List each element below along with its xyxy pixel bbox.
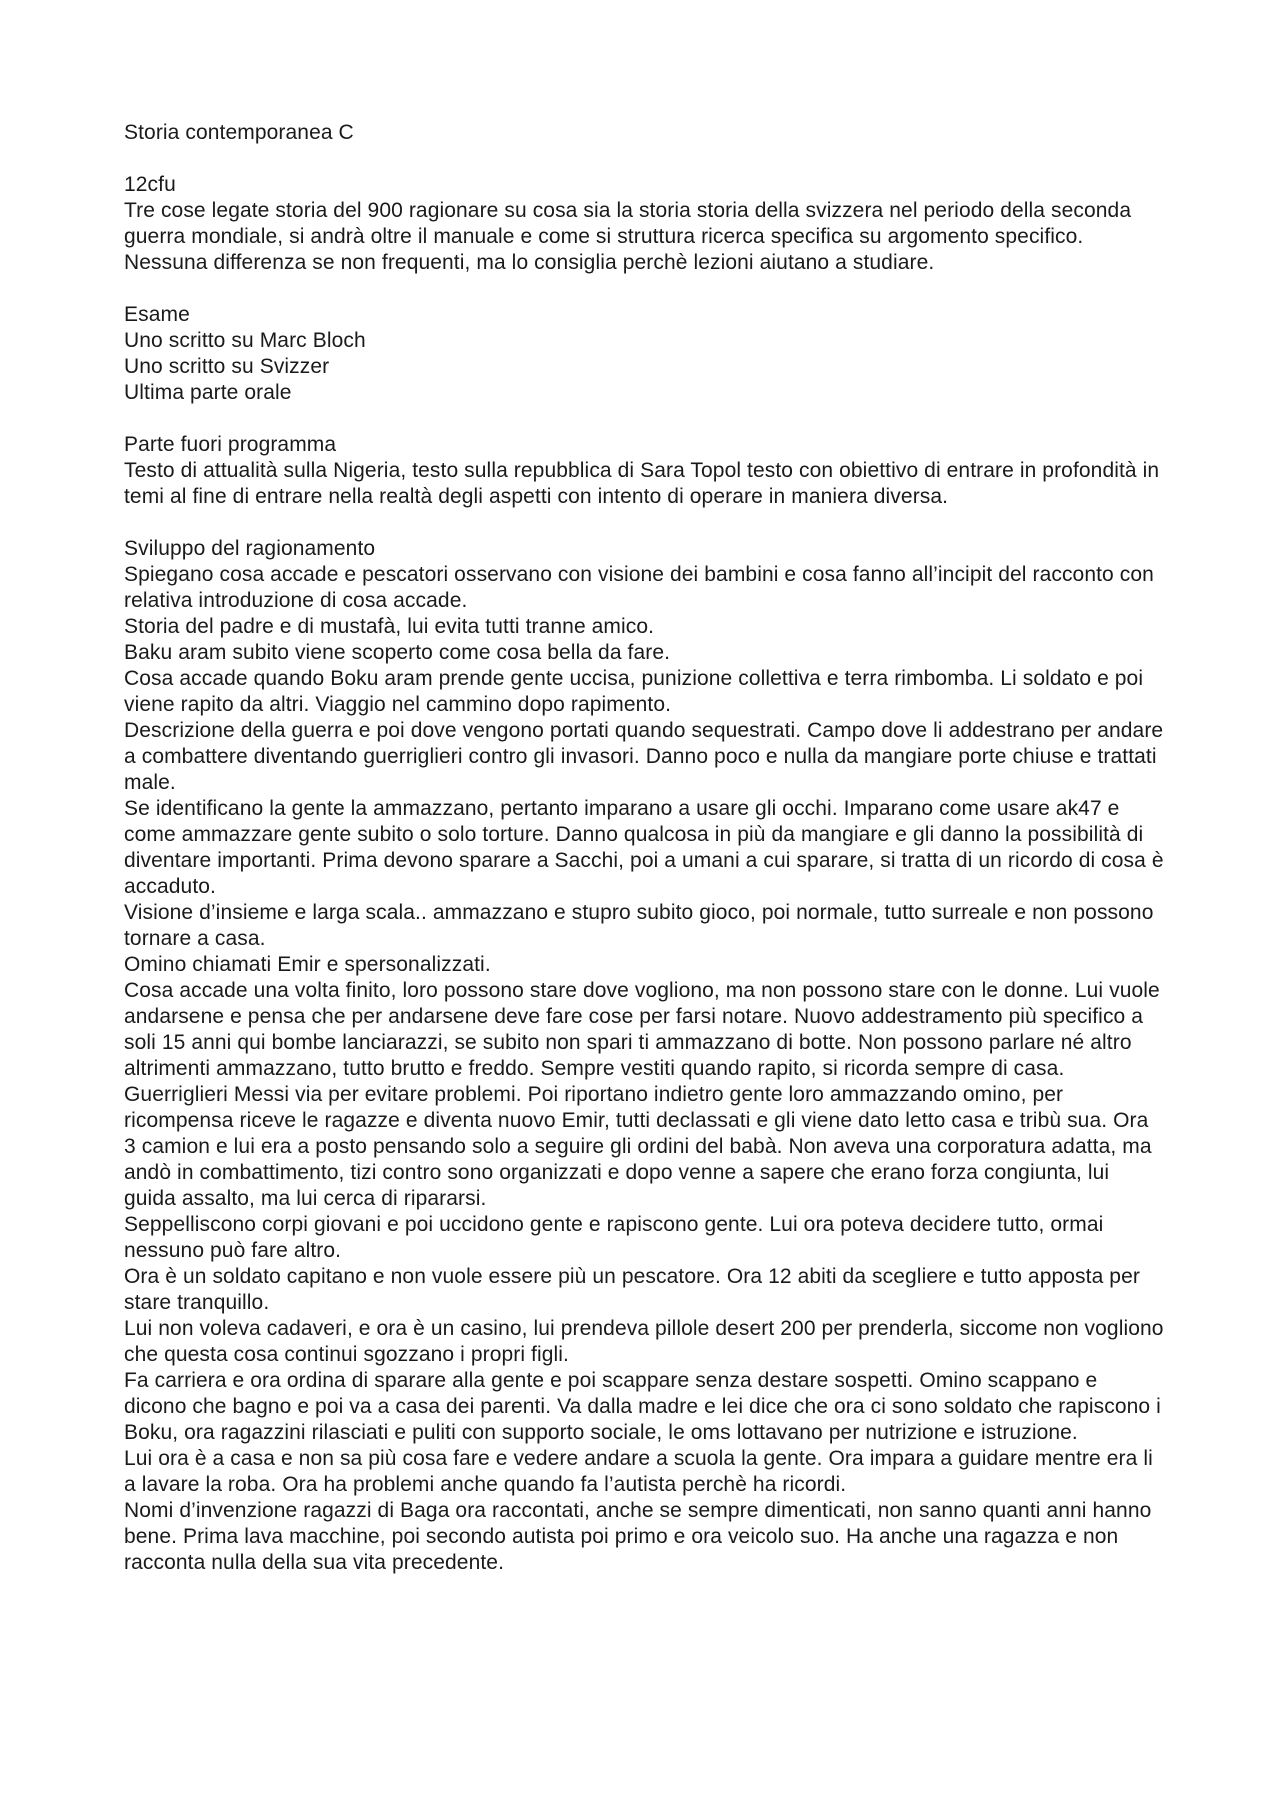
spacer — [124, 276, 1164, 302]
development-paragraph: Baku aram subito viene scoperto come cosa bella da fare. — [124, 641, 671, 664]
exam-item: Uno scritto su Marc Bloch — [124, 329, 366, 352]
exam-item: Ultima parte orale — [124, 381, 292, 404]
spacer — [124, 146, 1164, 172]
extra-heading: Parte fuori programma — [124, 433, 337, 456]
development-paragraph: Spiegano cosa accade e pescatori osservano con visione dei bambini e cosa fanno all’incipit del racconto con relativa introduzione di cosa accade. — [124, 563, 1154, 612]
exam-heading: Esame — [124, 303, 190, 326]
development-paragraph: Descrizione della guerra e poi dove vengono portati quando sequestrati. Campo dove li addestrano per andare a combattere diventando guerriglieri contro gli invasori. Danno poco e nulla da mangiare porte chiuse e trattati male. — [124, 719, 1164, 794]
development-paragraph: Se identificano la gente la ammazzano, pertanto imparano a usare gli occhi. Imparano come usare ak47 e come ammazzare gente subito o solo torture. Danno qualcosa in più da mangiare e gli danno la possibilità di diventare importanti. Prima devono sparare a Sacchi, poi a umani a cui sparare, si tratta di un ricordo di cosa è accaduto. — [124, 797, 1164, 898]
development-paragraph: Visione d’insieme e larga scala.. ammazzano e stupro subito gioco, poi normale, tutto surreale e non possono tornare a casa. — [124, 901, 1154, 950]
development-paragraph: Omino chiamati Emir e spersonalizzati. — [124, 953, 491, 976]
development-paragraph: Storia del padre e di mustafà, lui evita tutti tranne amico. — [124, 615, 655, 638]
development-paragraph: Lui ora è a casa e non sa più cosa fare e vedere andare a scuola la gente. Ora impara a guidare mentre era li a lavare la roba. Ora ha problemi anche quando fa l’autista perchè ha ricordi. — [124, 1447, 1153, 1496]
development-paragraph: Lui non voleva cadaveri, e ora è un casino, lui prendeva pillole desert 200 per prenderla, siccome non vogliono che questa cosa continui sgozzano i propri figli. — [124, 1317, 1164, 1366]
intro-paragraph: Tre cose legate storia del 900 ragionare su cosa sia la storia storia della svizzera nel periodo della seconda guerra mondiale, si andrà oltre il manuale e come si struttura ricerca specifica su argomento specifico. Nessuna differenza se non frequenti, ma lo consiglia perchè lezioni aiutano a studiare. — [124, 199, 1132, 274]
development-paragraph: Cosa accade quando Boku aram prende gente uccisa, punizione collettiva e terra rimbomba. Li soldato e poi viene rapito da altri. Viaggio nel cammino dopo rapimento. — [124, 667, 1144, 716]
development-paragraph: Nomi d’invenzione ragazzi di Baga ora raccontati, anche se sempre dimenticati, non sanno quanti anni hanno bene. Prima lava macchine, poi secondo autista poi primo e ora veicolo suo. Ha anche una ragazza e non racconta nulla della sua vita precedente. — [124, 1499, 1152, 1574]
exam-item: Uno scritto su Svizzer — [124, 355, 330, 378]
credits-line: 12cfu — [124, 173, 176, 196]
development-heading: Sviluppo del ragionamento — [124, 537, 376, 560]
development-paragraph: Seppelliscono corpi giovani e poi uccidono gente e rapiscono gente. Lui ora poteva decidere tutto, ormai nessuno può fare altro. — [124, 1213, 1104, 1262]
spacer — [124, 510, 1164, 536]
development-paragraph: Fa carriera e ora ordina di sparare alla gente e poi scappare senza destare sospetti. Omino scappano e dicono che bagno e poi va a casa dei parenti. Va dalla madre e lei dice che ora ci sono soldato che rapiscono i Boku, ora ragazzini rilasciati e puliti con supporto sociale, le oms lottavano per nutrizione e istruzione. — [124, 1369, 1161, 1444]
document-page — [124, 120, 1164, 1576]
document-title: Storia contemporanea C — [124, 121, 354, 144]
spacer — [124, 406, 1164, 432]
extra-paragraph: Testo di attualità sulla Nigeria, testo sulla repubblica di Sara Topol testo con obiettivo di entrare in profondità in temi al fine di entrare nella realtà degli aspetti con intento di operare in maniera diversa. — [124, 459, 1160, 508]
development-paragraph: Cosa accade una volta finito, loro possono stare dove vogliono, ma non possono stare con le donne. Lui vuole andarsene e pensa che per andarsene deve fare cose per farsi notare. Nuovo addestramento più specifico a soli 15 anni qui bombe lanciarazzi, se subito non spari ti ammazzano di botte. Non possono parlare né altro altrimenti ammazzano, tutto brutto e freddo. Sempre vestiti quando rapito, si ricorda sempre di casa. Guerriglieri Messi via per evitare problemi. Poi riportano indietro gente loro ammazzando omino, per ricompensa riceve le ragazze e diventa nuovo Emir, tutti declassati e gli viene dato letto casa e tribù sua. Ora 3 camion e lui era a posto pensando solo a seguire gli ordini del babà. Non aveva una corporatura adatta, ma andò in combattimento, tizi contro sono organizzati e dopo venne a sapere che erano forza congiunta, lui guida assalto, ma lui cerca di ripararsi. — [124, 979, 1160, 1210]
development-paragraph: Ora è un soldato capitano e non vuole essere più un pescatore. Ora 12 abiti da scegliere e tutto apposta per stare tranquillo. — [124, 1265, 1140, 1314]
